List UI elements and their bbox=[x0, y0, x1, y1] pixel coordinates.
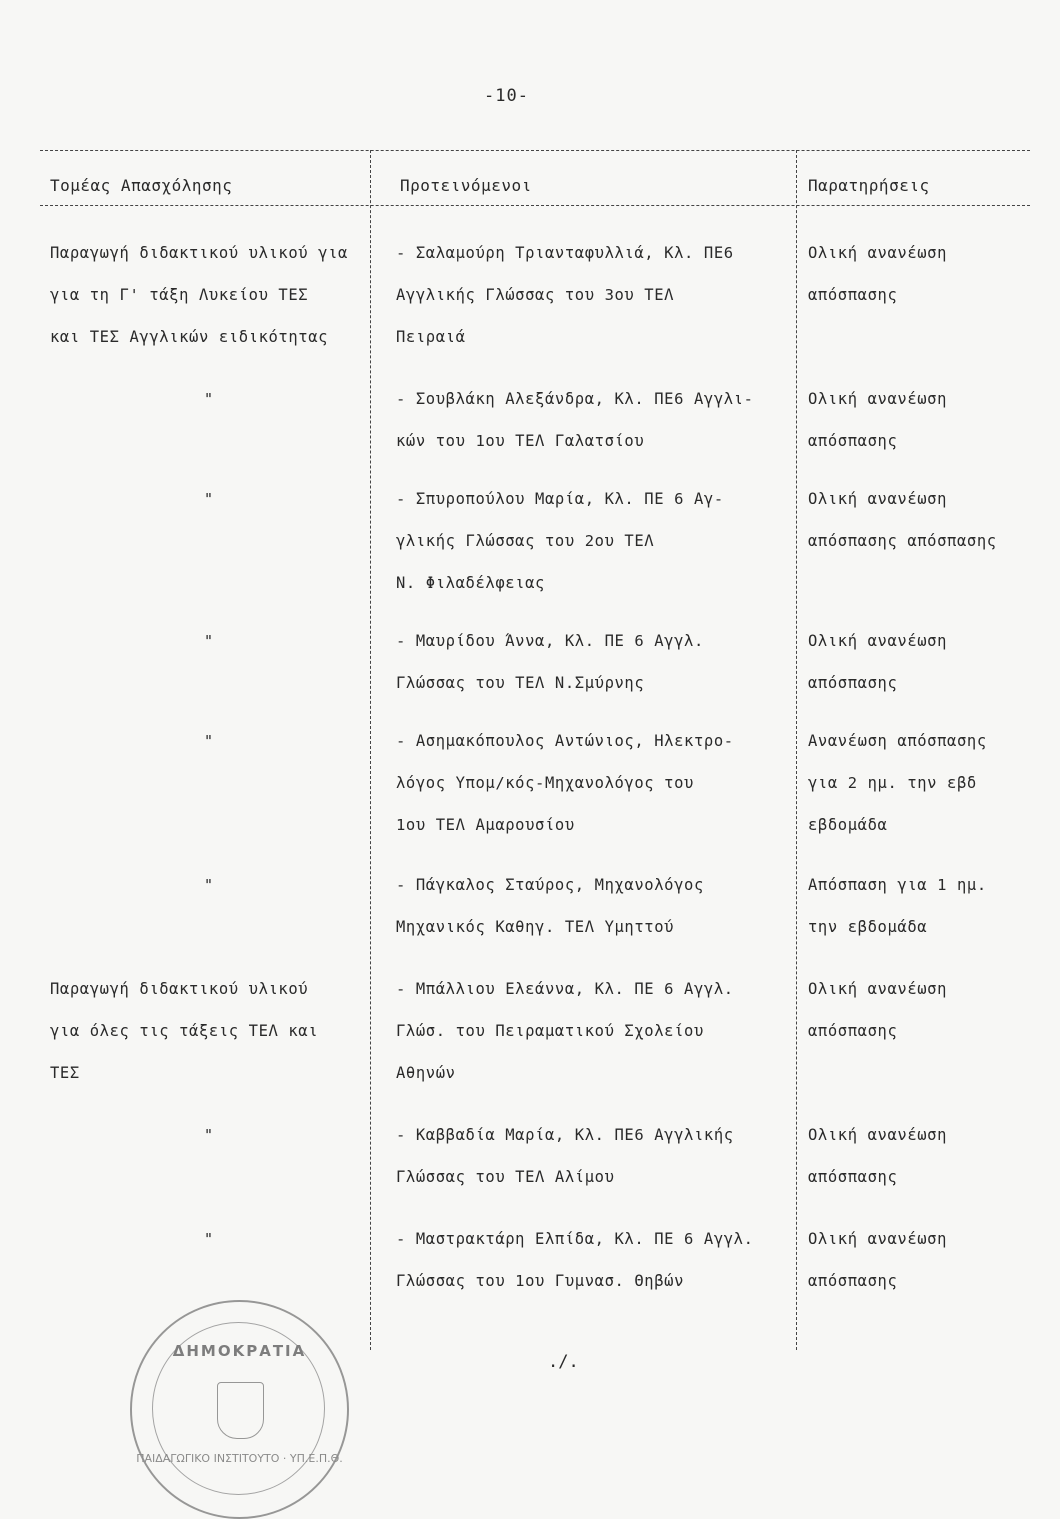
remarks-cell: Απόσπαση για 1 ημ. την εβδομάδα bbox=[808, 876, 987, 936]
header-remarks: Παρατηρήσεις bbox=[808, 176, 930, 195]
sector-cell: Παραγωγή διδακτικού υλικού για για τη Γ' τάξη Λυκείου ΤΕΣ και ΤΕΣ Αγγλικών ειδικότητας bbox=[50, 244, 348, 346]
proposed-cell: - Ασημακόπουλος Αντώνιος, Ηλεκτρο- λόγος Υπομ/κός-Μηχανολόγος του 1ου ΤΕΛ Αμαρουσίου bbox=[396, 732, 734, 834]
proposed-cell: - Μαυρίδου Άννα, Κλ. ΠΕ 6 Αγγλ. Γλώσσας του ΤΕΛ Ν.Σμύρνης bbox=[396, 632, 704, 692]
proposed-cell: - Πάγκαλος Σταύρος, Μηχανολόγος Μηχανικός Καθηγ. ΤΕΛ Υμηττού bbox=[396, 876, 704, 936]
ditto-mark: " bbox=[204, 490, 214, 508]
sector-cell: Παραγωγή διδακτικού υλικού για όλες τις τάξεις ΤΕΛ και ΤΕΣ bbox=[50, 980, 319, 1082]
institute-stamp bbox=[130, 1300, 349, 1519]
proposed-cell: - Σουβλάκη Αλεξάνδρα, Κλ. ΠΕ6 Αγγλι- κών του 1ου ΤΕΛ Γαλατσίου bbox=[396, 390, 754, 450]
header-sector: Τομέας Απασχόλησης bbox=[50, 176, 233, 195]
page-number: -10- bbox=[484, 86, 529, 106]
remarks-cell: Ολική ανανέωση απόσπασης bbox=[808, 1230, 948, 1290]
ditto-mark: " bbox=[204, 632, 214, 650]
proposed-cell: - Μαστρακτάρη Ελπίδα, Κλ. ΠΕ 6 Αγγλ. Γλώσσας του 1ου Γυμνασ. Θηβών bbox=[396, 1230, 754, 1290]
remarks-cell: Ολική ανανέωση απόσπασης bbox=[808, 632, 948, 692]
remarks-cell: Ολική ανανέωση απόσπασης bbox=[808, 390, 948, 450]
stamp-text: ΔΗΜΟΚΡΑΤΙΑ bbox=[172, 1342, 307, 1360]
table-top-rule bbox=[40, 150, 1030, 151]
ditto-mark: " bbox=[204, 1126, 214, 1144]
column-divider-2 bbox=[796, 150, 797, 1350]
remarks-cell: Ολική ανανέωση απόσπασης bbox=[808, 1126, 948, 1186]
proposed-cell: - Σπυροπούλου Μαρία, Κλ. ΠΕ 6 Αγ- γλικής Γλώσσας του 2ου ΤΕΛ Ν. Φιλαδέλφειας bbox=[396, 490, 724, 592]
continuation-mark: ./. bbox=[548, 1352, 579, 1372]
ditto-mark: " bbox=[204, 1230, 214, 1248]
header-proposed: Προτεινόμενοι bbox=[400, 176, 532, 195]
column-divider-1 bbox=[370, 150, 371, 1350]
proposed-cell: - Μπάλλιου Ελεάννα, Κλ. ΠΕ 6 Αγγλ. Γλώσ. του Πειραματικού Σχολείου Αθηνών bbox=[396, 980, 734, 1082]
stamp-subtext: ΠΑΙΔΑΓΩΓΙΚΟ ΙΝΣΤΙΤΟΥΤΟ · ΥΠ.Ε.Π.Θ. bbox=[136, 1452, 343, 1465]
ditto-mark: " bbox=[204, 390, 214, 408]
ditto-mark: " bbox=[204, 876, 214, 894]
remarks-cell: Ολική ανανέωση απόσπασης bbox=[808, 244, 948, 304]
remarks-cell: Ολική ανανέωση απόσπασης απόσπασης bbox=[808, 490, 997, 550]
remarks-cell: Ανανέωση απόσπασης για 2 ημ. την εβδ εβδομάδα bbox=[808, 732, 987, 834]
crest-icon bbox=[217, 1382, 264, 1439]
remarks-cell: Ολική ανανέωση απόσπασης bbox=[808, 980, 948, 1040]
ditto-mark: " bbox=[204, 732, 214, 750]
proposed-cell: - Καββαδία Μαρία, Κλ. ΠΕ6 Αγγλικής Γλώσσας του ΤΕΛ Αλίμου bbox=[396, 1126, 734, 1186]
table-header-rule bbox=[40, 205, 1030, 206]
proposed-cell: - Σαλαμούρη Τριανταφυλλιά, Κλ. ΠΕ6 Αγγλικής Γλώσσας του 3ου ΤΕΛ Πειραιά bbox=[396, 244, 734, 346]
